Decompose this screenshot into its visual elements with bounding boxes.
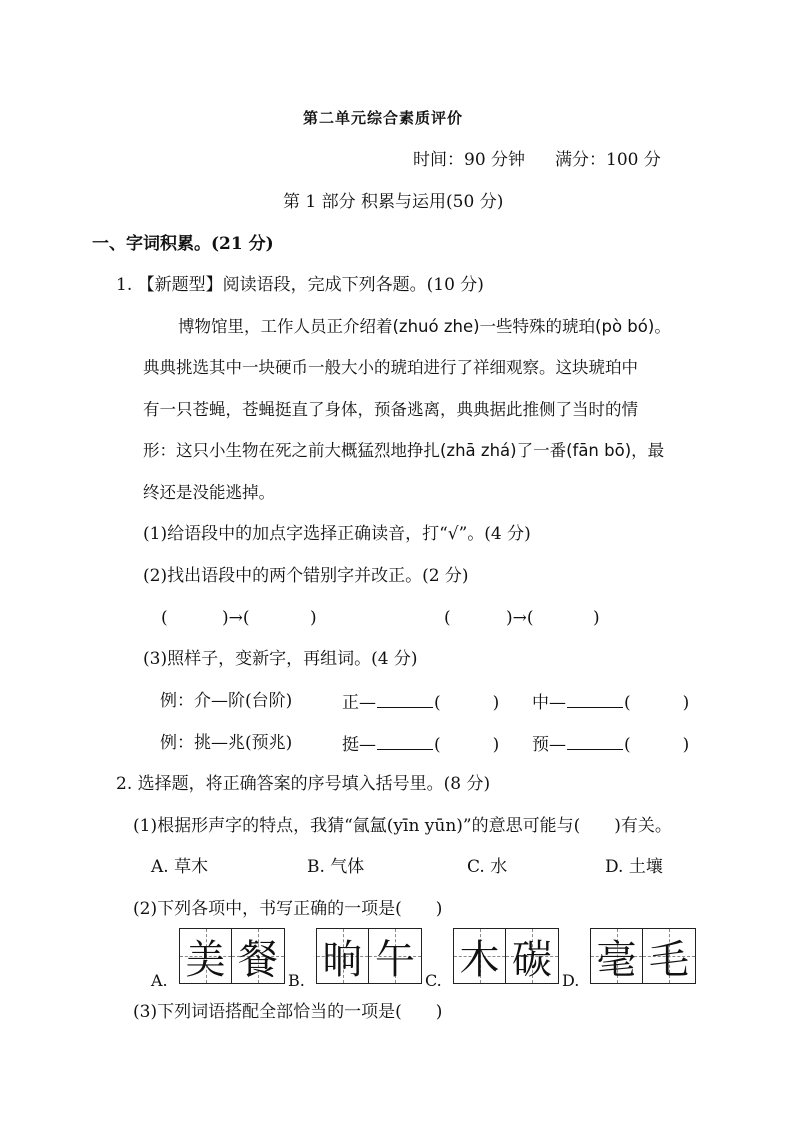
section-heading: 一、字词积累。(21 分) xyxy=(92,234,274,254)
grid-cell: 毛 xyxy=(643,929,695,983)
new-char-item xyxy=(532,689,689,715)
base-char: 挺— xyxy=(342,735,376,755)
answer-blank[interactable] xyxy=(377,731,433,750)
question-1-stem: 1. 【新题型】阅读语段，完成下列各题。(10 分) xyxy=(116,275,484,295)
part-heading: 第 1 部分 积累与运用(50 分) xyxy=(283,192,504,212)
passage-line: 终还是没能逃掉。 xyxy=(143,483,275,502)
paren-open: ( xyxy=(624,735,631,755)
grid-cell: 晌 xyxy=(317,929,369,983)
option-c[interactable]: C. 水 xyxy=(467,857,508,877)
option-letter: B. xyxy=(288,971,305,990)
correction-blank-arrow[interactable]: )→( xyxy=(506,608,534,628)
question-2-sub3: (3)下列词语搭配全部恰当的一项是( ) xyxy=(133,1002,443,1022)
paper-title: 第二单元综合素质评价 xyxy=(303,109,464,127)
tianzige-grid xyxy=(590,928,696,984)
option-letter: A. xyxy=(151,971,168,990)
grid-option-d[interactable] xyxy=(562,928,702,990)
paren-close: ) xyxy=(492,693,500,713)
paren-close: ) xyxy=(682,693,690,713)
question-2-sub2: (2)下列各项中，书写正确的一项是( ) xyxy=(133,899,443,919)
grid-cell: 碳 xyxy=(506,929,558,983)
base-char: 中— xyxy=(532,693,566,713)
time-limit: 时间：90 分钟 xyxy=(413,150,526,170)
question-1-sub3: (3)照样子，变新字，再组词。(4 分) xyxy=(143,649,418,669)
passage-line: 形：这只小生物在死之前大概猛烈地挣扎(zhā zhá)了一番(fān bō)，最 xyxy=(143,441,665,460)
option-d[interactable]: D. 土壤 xyxy=(605,857,663,877)
grid-cell: 餐 xyxy=(232,929,284,983)
option-a[interactable]: A. 草木 xyxy=(151,857,209,877)
correction-blank-open[interactable]: ( xyxy=(161,608,168,628)
grid-cell: 美 xyxy=(180,929,232,983)
question-1-sub2: (2)找出语段中的两个错别字并改正。(2 分) xyxy=(143,566,469,586)
grid-cell: 午 xyxy=(369,929,421,983)
option-letter: D. xyxy=(562,971,580,990)
base-char: 预— xyxy=(532,735,566,755)
option-b[interactable]: B. 气体 xyxy=(307,857,365,877)
new-char-item xyxy=(532,731,689,757)
tianzige-grid xyxy=(179,928,285,984)
grid-option-a[interactable] xyxy=(151,928,291,990)
paren-open: ( xyxy=(434,735,441,755)
grid-cell: 毫 xyxy=(591,929,643,983)
passage-line: 博物馆里，工作人员正介绍着(zhuó zhe)一些特殊的琥珀(pò bó)。 xyxy=(178,317,671,336)
new-char-item xyxy=(342,689,499,715)
example-text: 例：介—阶(台阶) xyxy=(160,691,293,711)
correction-blank-arrow[interactable]: )→( xyxy=(222,608,250,628)
question-1-sub1: (1)给语段中的加点字选择正确读音，打“√”。(4 分) xyxy=(143,524,531,544)
answer-blank[interactable] xyxy=(567,689,623,708)
paren-close: ) xyxy=(682,735,690,755)
new-char-item xyxy=(342,731,499,757)
paren-close: ) xyxy=(492,735,500,755)
grid-option-b[interactable] xyxy=(288,928,428,990)
passage-line: 有一只苍蝇，苍蝇挺直了身体，预备逃离，典典据此推侧了当时的情 xyxy=(143,400,638,419)
correction-blank-close[interactable]: ) xyxy=(310,608,317,628)
paren-open: ( xyxy=(434,693,441,713)
grid-option-c[interactable] xyxy=(425,928,565,990)
option-letter: C. xyxy=(425,971,442,990)
paren-open: ( xyxy=(624,693,631,713)
tianzige-grid xyxy=(316,928,422,984)
answer-blank[interactable] xyxy=(567,731,623,750)
base-char: 正— xyxy=(342,693,376,713)
answer-blank[interactable] xyxy=(377,689,433,708)
full-score: 满分：100 分 xyxy=(555,150,661,170)
grid-cell: 木 xyxy=(454,929,506,983)
tianzige-grid xyxy=(453,928,559,984)
question-2-sub1: (1)根据形声字的特点，我猜“氤氲(yīn yūn)”的意思可能与( )有关。 xyxy=(133,816,672,836)
passage-line: 典典挑选其中一块硬币一般大小的琥珀进行了祥细观察。这块琥珀中 xyxy=(143,358,638,377)
example-text: 例：挑—兆(预兆) xyxy=(160,733,293,753)
correction-blank-close[interactable]: ) xyxy=(593,608,600,628)
correction-blank-open[interactable]: ( xyxy=(444,608,451,628)
question-2-stem: 2. 选择题，将正确答案的序号填入括号里。(8 分) xyxy=(116,774,491,794)
